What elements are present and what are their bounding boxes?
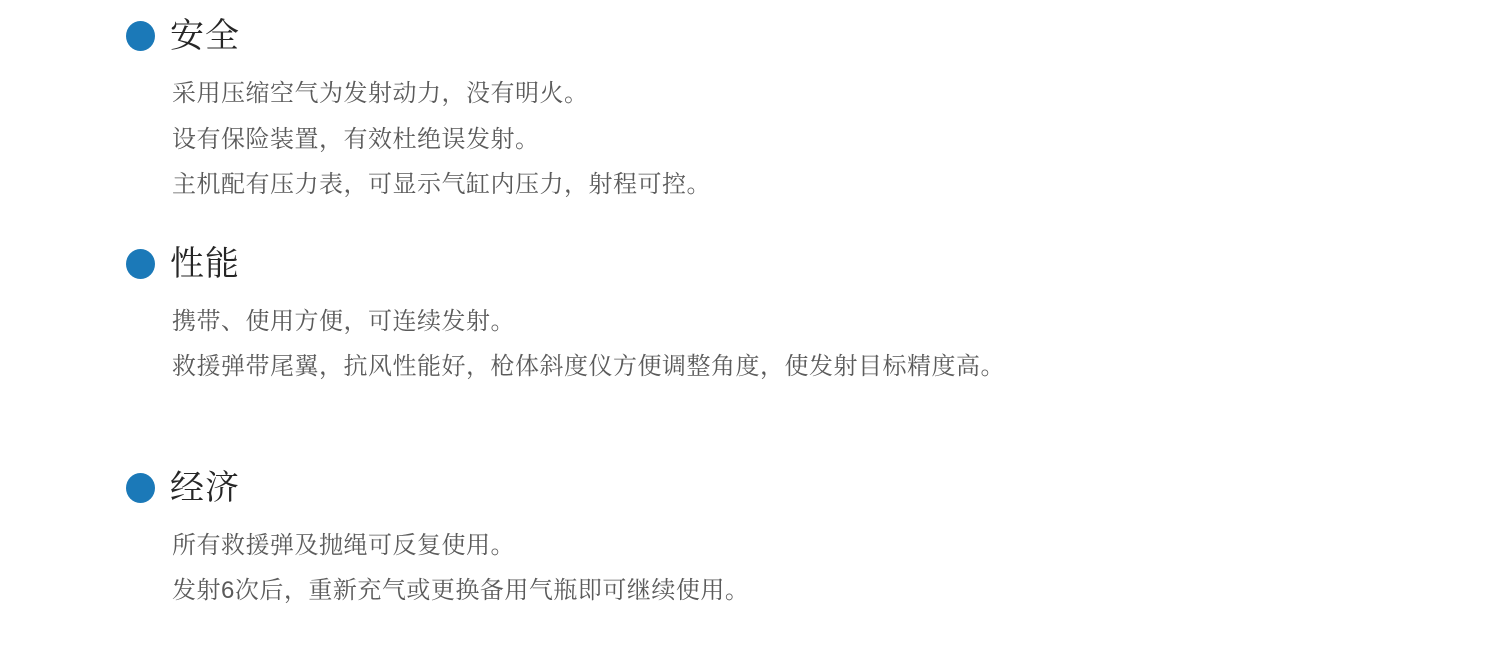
bullet-dot-icon — [126, 249, 155, 279]
section-economy — [126, 466, 1460, 614]
feature-line: 发射6次后，重新充气或更换备用气瓶即可继续使用。 — [172, 577, 750, 604]
section-safety-heading — [126, 14, 1460, 58]
section-safety — [126, 14, 1460, 208]
bullet-dot-icon — [126, 473, 155, 503]
feature-line: 救援弹带尾翼，抗风性能好，枪体斜度仪方便调整角度，使发射目标精度高。 — [172, 353, 1005, 380]
bullet-dot-icon — [126, 21, 155, 51]
feature-line: 主机配有压力表，可显示气缸内压力，射程可控。 — [172, 171, 711, 198]
section-economy-body — [172, 523, 1460, 614]
section-title: 经济 — [170, 468, 240, 507]
feature-line: 所有救援弹及抛绳可反复使用。 — [172, 531, 515, 559]
section-safety-body — [172, 71, 1460, 208]
feature-line: 设有保险装置，有效杜绝误发射。 — [172, 125, 540, 153]
section-performance-body — [172, 299, 1460, 390]
section-economy-heading — [126, 466, 1460, 510]
section-performance — [126, 242, 1460, 390]
feature-line: 采用压缩空气为发射动力，没有明火。 — [172, 80, 589, 107]
section-performance-heading — [126, 242, 1460, 286]
section-title: 性能 — [170, 244, 240, 283]
section-title: 安全 — [170, 17, 240, 55]
feature-line: 携带、使用方便，可连续发射。 — [172, 307, 515, 335]
